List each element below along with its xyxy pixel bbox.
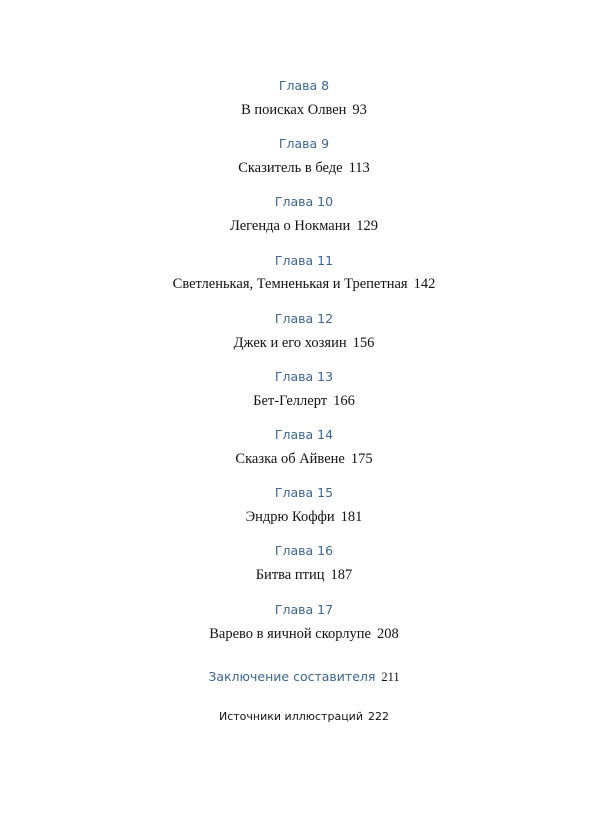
chapter-title: Сказитель в беде — [238, 160, 343, 176]
chapter-entry[interactable] — [0, 568, 608, 583]
chapter-label: Глава 11 — [274, 253, 334, 268]
page-number: 166 — [333, 393, 355, 409]
page-number: 222 — [367, 710, 389, 723]
chapter-label: Глава 13 — [274, 369, 334, 384]
chapter-label: Глава 14 — [274, 427, 334, 442]
page-number: 211 — [381, 670, 400, 684]
sources-entry[interactable] — [0, 711, 608, 722]
chapter-label: Глава 16 — [274, 543, 334, 558]
chapter-entry[interactable] — [0, 103, 608, 118]
chapter-title: Светленькая, Темненькая и Трепетная — [172, 276, 408, 292]
chapter-label: Глава 10 — [274, 194, 334, 209]
page-number: 175 — [350, 451, 373, 467]
chapter-label: Глава 9 — [278, 136, 330, 151]
page-number: 156 — [352, 335, 375, 351]
page-number: 93 — [352, 102, 367, 118]
chapter-label: Глава 17 — [274, 602, 334, 617]
conclusion-entry[interactable] — [0, 671, 608, 684]
page-number: 142 — [413, 276, 436, 292]
sources-title: Источники иллюстраций — [219, 710, 363, 723]
chapter-entry[interactable] — [0, 277, 608, 292]
chapter-title: Варево в яичной скорлупе — [209, 626, 371, 642]
conclusion-title: Заключение составителя — [208, 669, 376, 684]
chapter-title: Эндрю Коффи — [245, 509, 335, 525]
chapter-label: Глава 15 — [274, 485, 334, 500]
chapter-entry[interactable] — [0, 219, 608, 234]
chapter-entry[interactable] — [0, 452, 608, 467]
page-number: 181 — [340, 509, 363, 525]
chapter-entry[interactable] — [0, 161, 608, 176]
page-number: 113 — [348, 160, 370, 176]
chapter-entry[interactable] — [0, 336, 608, 351]
chapter-title: Легенда о Нокмани — [230, 218, 351, 234]
chapter-title: Сказка об Айвене — [235, 451, 345, 467]
chapter-entry[interactable] — [0, 627, 608, 642]
chapter-label: Глава 12 — [274, 311, 334, 326]
chapter-entry[interactable] — [0, 394, 608, 409]
page-number: 187 — [330, 567, 353, 583]
chapter-title: Бет-Геллерт — [253, 393, 328, 409]
chapter-label: Глава 8 — [278, 78, 330, 93]
page-number: 208 — [377, 626, 399, 642]
chapter-title: Джек и его хозяин — [233, 335, 347, 351]
page-number: 129 — [356, 218, 378, 234]
chapter-entry[interactable] — [0, 510, 608, 525]
chapter-title: Битва птиц — [255, 567, 325, 583]
chapter-title: В поисках Олвен — [241, 102, 347, 118]
